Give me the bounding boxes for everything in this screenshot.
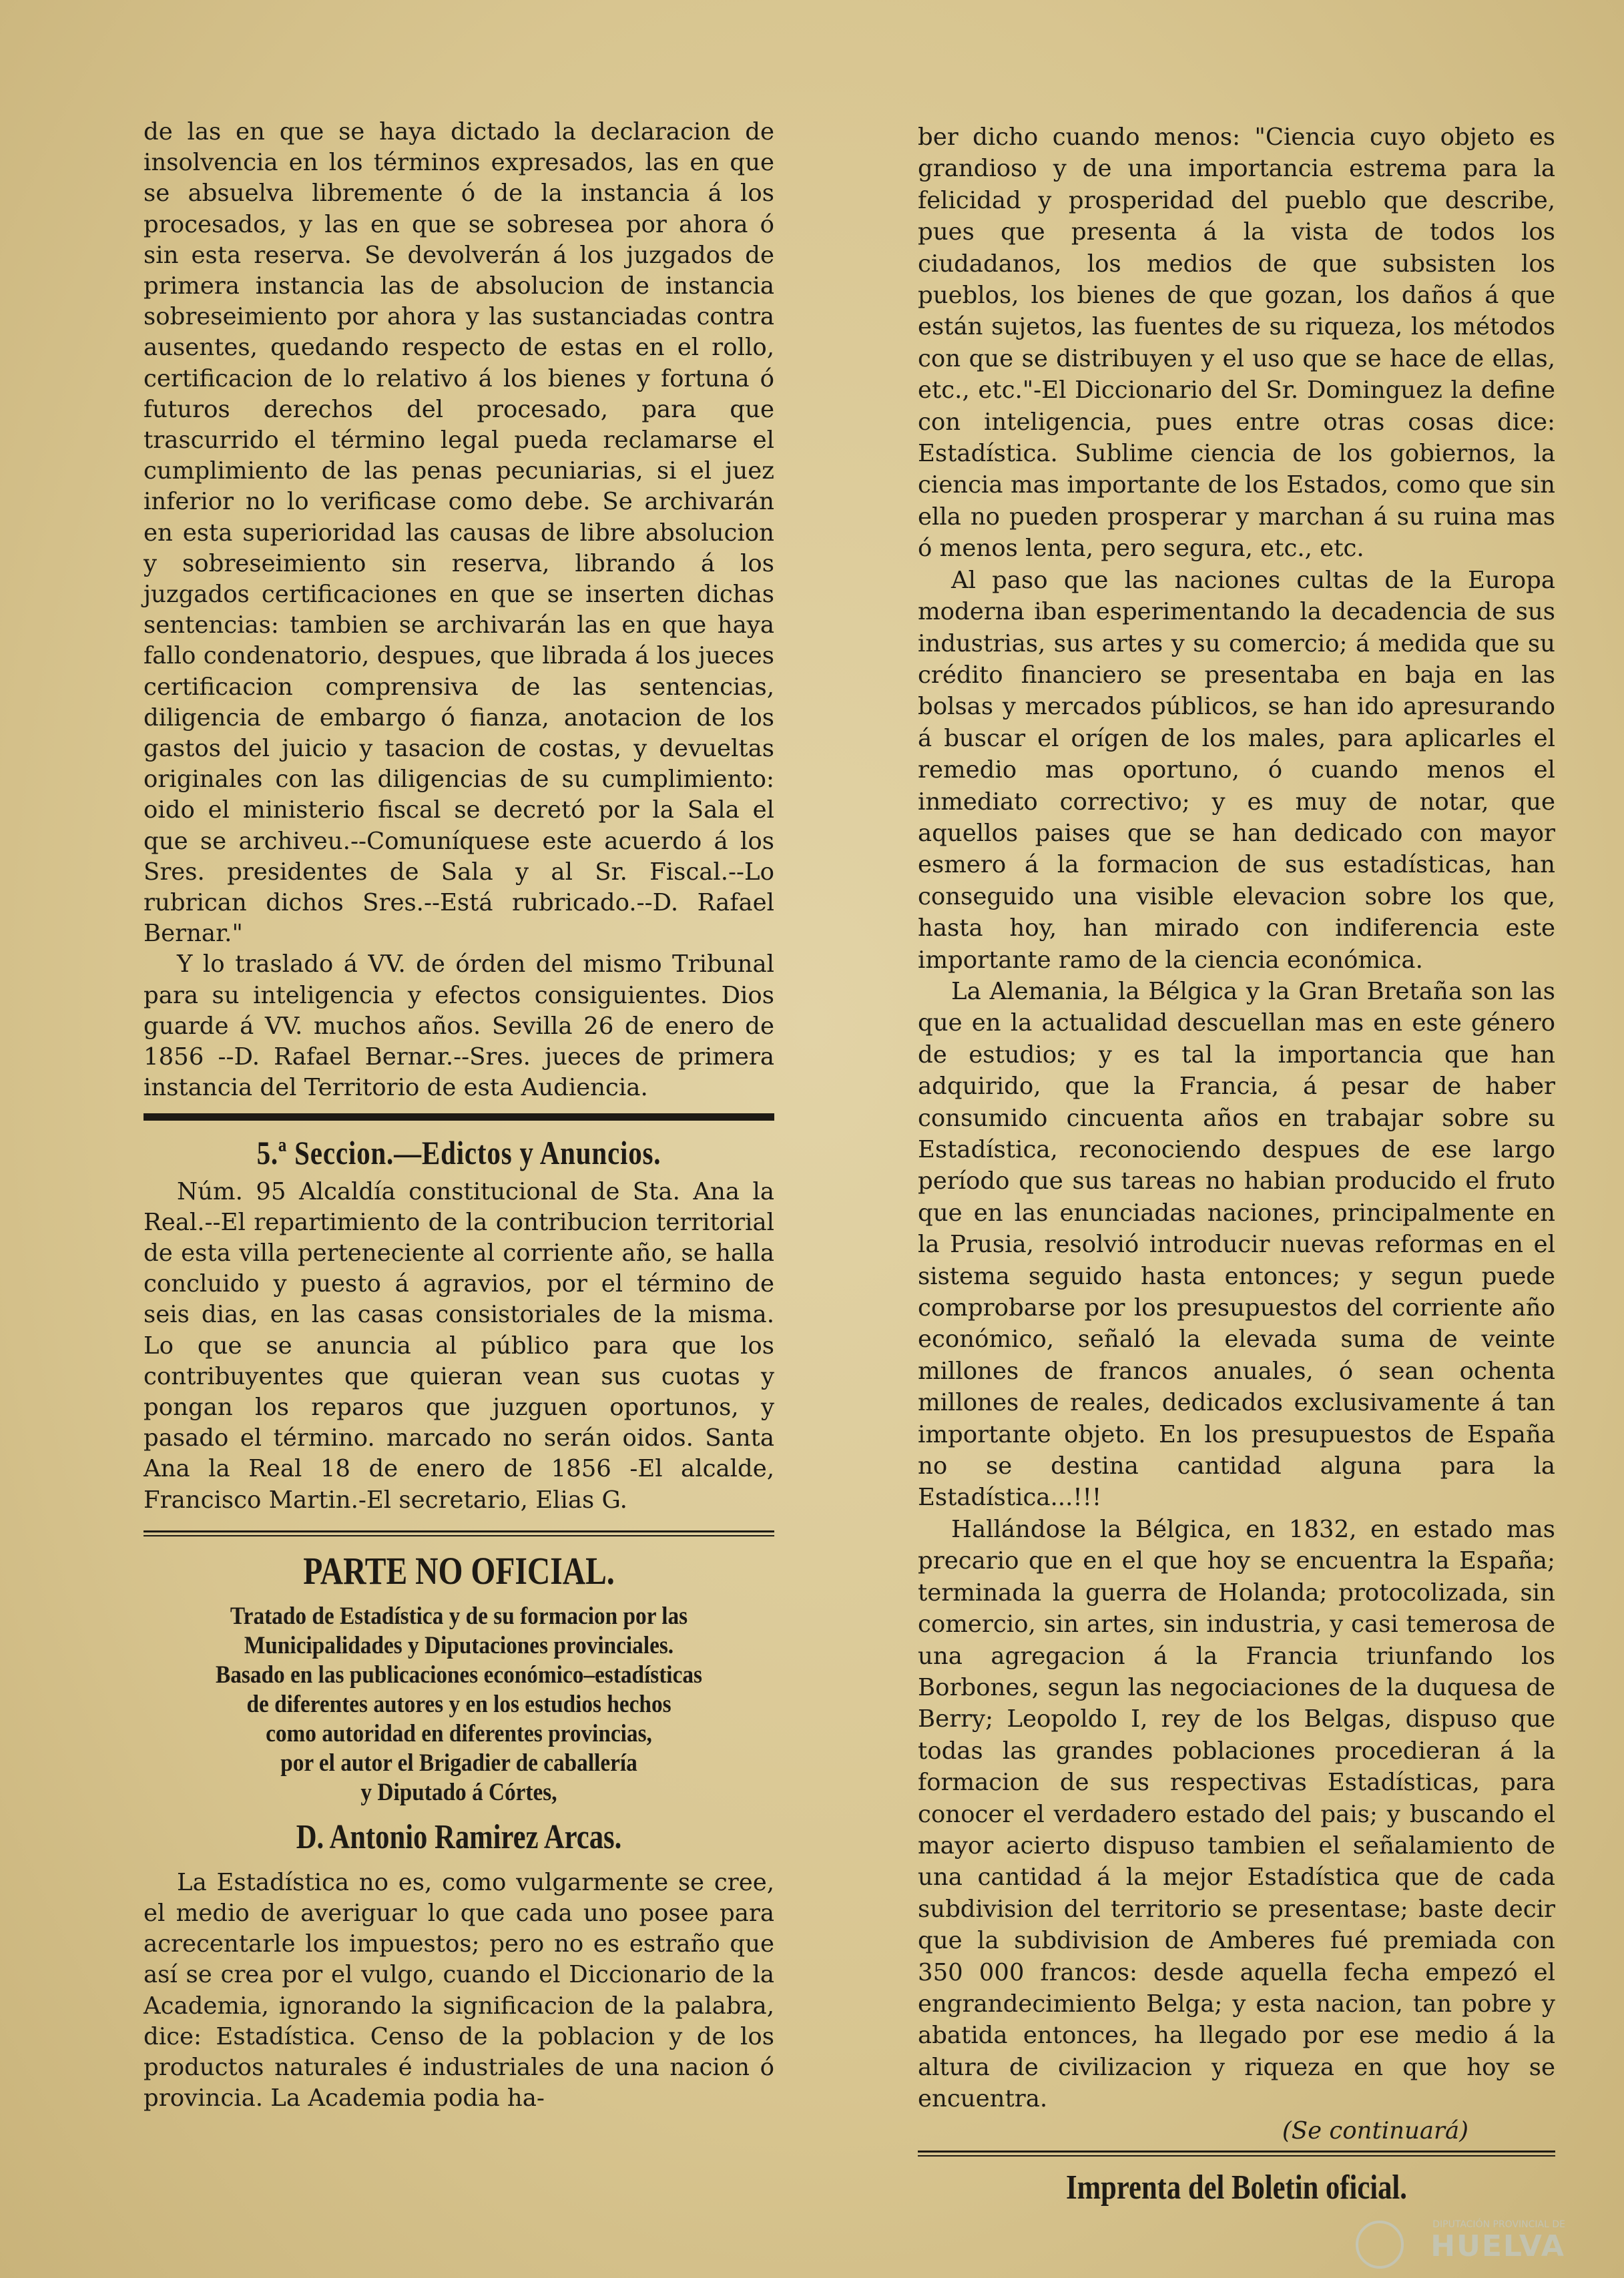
subtitle-line: por el autor el Brigadier de caballería xyxy=(280,1749,637,1777)
article-paragraph: La Estadística no es, como vulgarmente se cree, el medio de averiguar lo que cada uno posee para acrecentarle los impuestos; pero no es estraño que así se crea por el vulgo, cuando el Diccionario de la Academia, ignorando la significacion de la palabra, dice: Estadística. Censo de la poblacion y de los productos naturales é industriales de una nacion ó provincia. La Academia podia ha- xyxy=(144,1868,774,2112)
subtitle-line: y Diputado á Córtes, xyxy=(360,1778,557,1806)
right-column xyxy=(918,121,1555,2210)
edict-paragraph: Núm. 95 Alcaldía constitucional de Sta. Ana la Real.--El repartimiento de la contribucion territorial de esta villa perteneciente al corriente año, se halla concluido y puesto á agravios, por el término de seis dias, en las casas consistoriales de la misma. Lo que se anuncia al público para que los contribuyentes que quieran vean sus cuotas y pongan los reparos que juzguen oportunos, y pasado el término. marcado no serán oidos. Santa Ana la Real 18 de enero de 1856 -El alcalde, Francisco Martin.-El secretario, Elias G. xyxy=(144,1177,774,1514)
watermark-caption: DIPUTACIÓN PROVINCIAL DE xyxy=(1432,2219,1565,2230)
continued-note: (Se continuará) xyxy=(1282,2116,1468,2145)
subtitle-line: como autoridad en diferentes provincias, xyxy=(266,1719,652,1747)
article-paragraph: ber dicho cuando menos: "Ciencia cuyo objeto es grandioso y de una importancia estrema para la felicidad y prosperidad del pueblo que describe, pues que presenta á la vista de todos los ciudadanos, los medios de que subsisten los pueblos, los bienes de que gozan, los daños á que están sujetos, las fuentes de su riqueza, los métodos con que se distribuyen y el uso que se hace de ellas, etc., etc."-El Diccionario del Sr. Dominguez la define con inteligencia, pues entre otras cosas dice: Estadística. Sublime ciencia de los gobiernos, la ciencia mas importante de los Estados, como que sin ella no pueden prosperar y marchan á su ruina mas ó menos lenta, pero segura, etc., etc. xyxy=(918,123,1555,563)
archive-watermark: HUELVA xyxy=(1430,2229,1565,2263)
subtitle-line: Municipalidades y Diputaciones provinciales. xyxy=(244,1631,674,1659)
article-paragraph: Hallándose la Bélgica, en 1832, en estado mas precario que en el que hoy se encuentra la España; terminada la guerra de Holanda; protocolizada, sin comercio, sin artes, sin industria, y casi temerosa de una agregacion á la Francia triunfando los Borbones, segun las negociaciones de la duquesa de Berry; Leopoldo I, rey de los Belgas, dispuso que todas las grandes poblaciones procedieran á la formacion de sus respectivas Estadísticas, para conocer el verdadero estado del pais; y buscando el mayor acierto dispuso tambien el señalamiento de una cantidad á la mejor Estadística que de cada subdivision del territorio se presentase; baste decir que la subdivision de Amberes fué premiada con 350 000 francos: desde aquella fecha empezó el engrandecimiento Belga; y esta nacion, tan pobre y abatida entonces, ha llegado por ese medio á la altura de civilizacion y riqueza en que hoy se encuentra. xyxy=(918,1515,1555,2113)
author-name: D. Antonio Ramirez Arcas. xyxy=(296,1817,622,1856)
left-column xyxy=(144,117,774,2114)
printer-imprint: Imprenta del Boletin oficial. xyxy=(1066,2169,1407,2207)
subtitle-line: Basado en las publicaciones económico–estadísticas xyxy=(216,1661,702,1689)
decree-paragraph: de las en que se haya dictado la declaracion de insolvencia en los términos expresados, las en que se absuelva libremente ó de la instancia á los procesados, y las en que se sobresea por ahora ó sin esta reserva. Se devolverán á los juzgados de primera instancia las de absolucion de instancia sobreseimiento por ahora y las sustanciadas contra ausentes, quedando respecto de estas en el rollo, certificacion de lo relativo á los bienes y fortuna ó futuros derechos del procesado, para que trascurrido el término legal pueda reclamarse el cumplimiento de las penas pecuniarias, si el juez inferior no lo verificase como debe. Se archivarán en esta superioridad las causas de libre absolucion y sobreseimiento sin reserva, librando á los juzgados certificaciones en que se inserten dichas sentencias: tambien se archivarán las en que haya fallo condenatorio, despues, que librada á los jueces certificacion comprensiva de las sentencias, diligencia de embargo ó fianza, anotacion de los gastos del juicio y tasacion de costas, y devueltas originales con las diligencias de su cumplimiento: oido el ministerio fiscal se decretó por la Sala el que se archiveu.--Comuníquese este acuerdo á los Sres. presidentes de Sala y al Sr. Fiscal.--Lo rubrican dichos Sres.--Está rubricado.--D. Rafael Bernar." xyxy=(144,118,774,948)
section-divider xyxy=(144,1113,774,1121)
footer-divider xyxy=(918,2151,1555,2157)
transmittal-paragraph: Y lo traslado á VV. de órden del mismo Tribunal para su inteligencia y efectos consiguientes. Dios guarde á VV. muchos años. Sevilla 26 de enero de 1856 --D. Rafael Bernar.--Sres. jueces de primera instancia del Territorio de esta Audiencia. xyxy=(144,950,774,1102)
article-paragraph: Al paso que las naciones cultas de la Europa moderna iban esperimentando la decadencia de sus industrias, sus artes y su comercio; á medida que su crédito financiero se presentaba en baja en las bolsas y mercados públicos, se han ido apresurando á buscar el orígen de los males, para aplicarles el remedio mas oportuno, ó cuando menos el inmediato correctivo; y es muy de notar, que aquellos paises que se han dedicado con mayor esmero á la formacion de sus estadísticas, han conseguido una visible elevacion sobre los que, hasta hoy, han mirado con indiferencia este importante ramo de la ciencia económica. xyxy=(918,566,1555,974)
article-paragraph: La Alemania, la Bélgica y la Gran Bretaña son las que en la actualidad descuellan mas en este género de estudios; y es tal la importancia que han adquirido, que la Francia, á pesar de haber consumido cincuenta años en trabajar sobre su Estadística, reconociendo despues de ese largo período que sus tareas no habian producido el fruto que en las enunciadas naciones, principalmente en la Prusia, resolvió introducir nuevas reformas en el sistema seguido hasta entonces; y segun puede comprobarse por los presupuestos del corriente año económico, señaló la elevada suma de veinte millones de francos anuales, ó sean ochenta millones de reales, dedicados exclusivamente á tan importante objeto. En los presupuestos de España no se destina cantidad alguna para la Estadística...!!! xyxy=(918,977,1555,1512)
section-divider-2 xyxy=(144,1530,774,1536)
subtitle-line: de diferentes autores y en los estudios hechos xyxy=(246,1690,671,1718)
subtitle-line: Tratado de Estadística y de su formacion por las xyxy=(230,1602,688,1630)
treatise-subtitle xyxy=(175,1602,743,1807)
parte-no-oficial-title: PARTE NO OFICIAL. xyxy=(303,1548,615,1593)
section-title: 5.ª Seccion.—Edictos y Anuncios. xyxy=(256,1133,661,1171)
archive-logo-icon xyxy=(1356,2221,1404,2269)
